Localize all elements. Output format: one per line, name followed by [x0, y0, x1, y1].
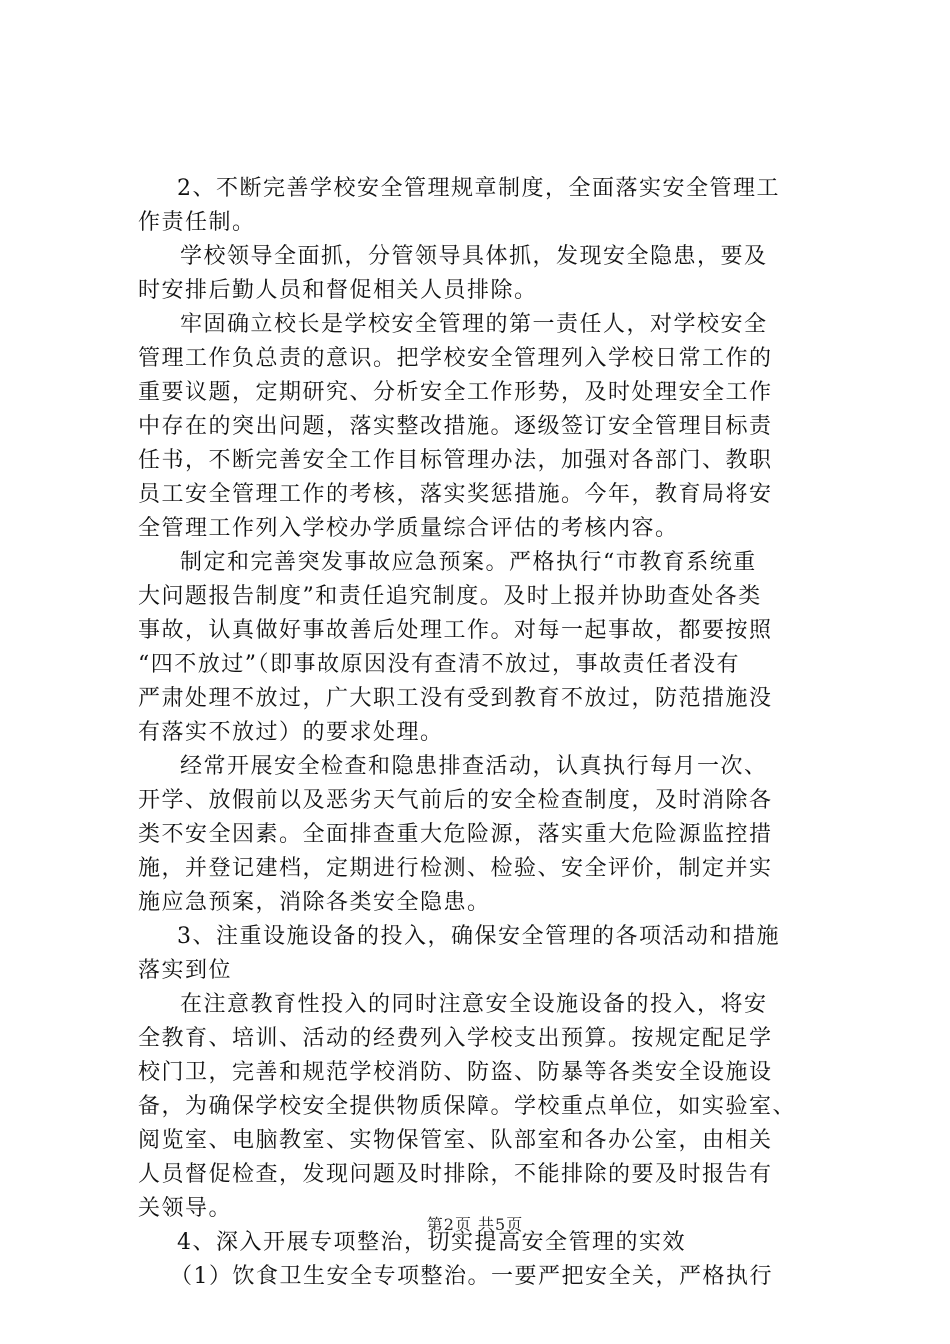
text-line: 备，为确保学校安全提供物质保障。学校重点单位，如实验室、 — [138, 1094, 797, 1119]
text-line: 任书，不断完善安全工作目标管理办法，加强对各部门、教职 — [138, 448, 773, 473]
text-line: 有落实不放过）的要求处理。 — [138, 720, 444, 745]
text-line: 4、深入开展专项整治，切实提高安全管理的实效 — [177, 1230, 686, 1255]
text-line: 全管理工作列入学校办学质量综合评估的考核内容。 — [138, 516, 679, 541]
text-line: 3、注重设施设备的投入，确保安全管理的各项活动和措施 — [177, 924, 780, 949]
text-line: 施，并登记建档，定期进行检测、检验、安全评价，制定并实 — [138, 856, 773, 881]
text-line: 2、不断完善学校安全管理规章制度，全面落实安全管理工 — [177, 176, 780, 201]
text-line: 作责任制。 — [138, 210, 256, 235]
text-line: 在注意教育性投入的同时注意安全设施设备的投入，将安 — [180, 992, 768, 1017]
text-line: 关领导。 — [138, 1196, 233, 1221]
text-line: 制定和完善突发事故应急预案。严格执行“市教育系统重 — [180, 550, 757, 575]
text-line: 人员督促检查，发现问题及时排除，不能排除的要及时报告有 — [138, 1162, 773, 1187]
text-line: 员工安全管理工作的考核，落实奖惩措施。今年，教育局将安 — [138, 482, 773, 507]
text-line: 中存在的突出问题，落实整改措施。逐级签订安全管理目标责 — [138, 414, 773, 439]
text-line: 阅览室、电脑教室、实物保管室、队部室和各办公室，由相关 — [138, 1128, 773, 1153]
text-line: 管理工作负总责的意识。把学校安全管理列入学校日常工作的 — [138, 346, 773, 371]
text-line: 牢固确立校长是学校安全管理的第一责任人，对学校安全 — [180, 312, 768, 337]
text-line: 经常开展安全检查和隐患排查活动，认真执行每月一次、 — [180, 754, 768, 779]
text-line: 校门卫，完善和规范学校消防、防盗、防暴等各类安全设施设 — [138, 1060, 773, 1085]
text-line: 施应急预案，消除各类安全隐患。 — [138, 890, 491, 915]
text-line: 学校领导全面抓，分管领导具体抓，发现安全隐患，要及 — [180, 244, 768, 269]
text-line: （1）饮食卫生安全专项整治。一要严把安全关，严格执行 — [170, 1264, 773, 1289]
text-line: 大问题报告制度”和责任追究制度。及时上报并协助查处各类 — [138, 584, 762, 609]
text-line: 类不安全因素。全面排查重大危险源，落实重大危险源监控措 — [138, 822, 773, 847]
page-number: 第2页 共5页 — [426, 1215, 524, 1234]
text-line: 时安排后勤人员和督促相关人员排除。 — [138, 278, 538, 303]
text-line: 开学、放假前以及恶劣天气前后的安全检查制度，及时消除各 — [138, 788, 773, 813]
text-line: 事故，认真做好事故善后处理工作。对每一起事故，都要按照 — [138, 618, 773, 643]
text-line: 严肃处理不放过，广大职工没有受到教育不放过，防范措施没 — [138, 686, 773, 711]
text-line: 重要议题，定期研究、分析安全工作形势，及时处理安全工作 — [138, 380, 773, 405]
text-line: “四不放过”（即事故原因没有查清不放过，事故责任者没有 — [138, 652, 740, 677]
text-line: 落实到位 — [138, 958, 233, 983]
text-line: 全教育、培训、活动的经费列入学校支出预算。按规定配足学 — [138, 1026, 773, 1051]
